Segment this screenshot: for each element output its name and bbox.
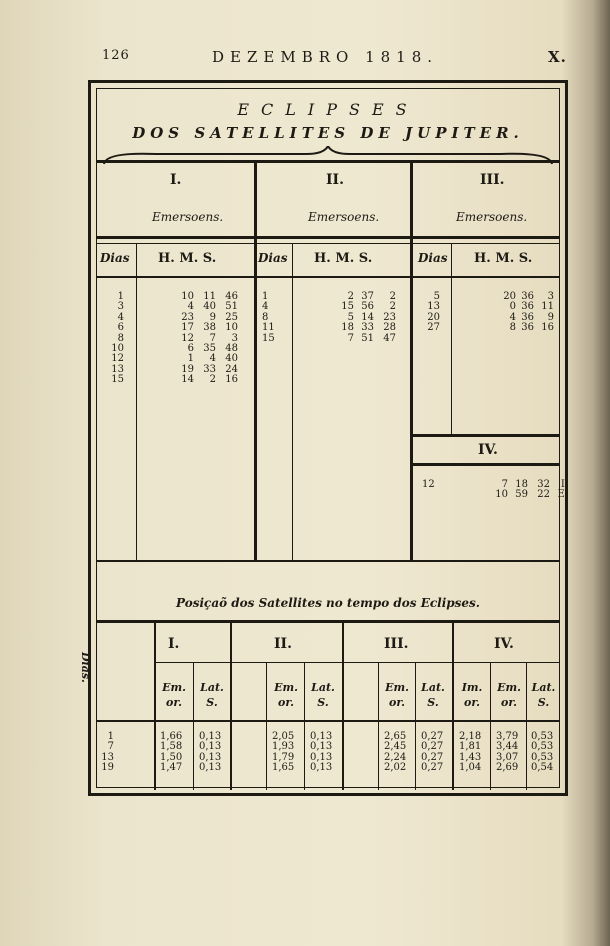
satellite-4-label: IV. <box>478 442 498 458</box>
s3-m: 36 <box>521 322 534 334</box>
s1-h: 10 <box>181 291 194 302</box>
pos-value: 0,13 <box>310 741 333 753</box>
s1-h: 17 <box>181 322 194 334</box>
pos-value: 1,58 <box>160 741 183 753</box>
pos-dias-col <box>98 732 114 774</box>
s1-s: 25 <box>225 311 238 323</box>
rule <box>378 663 379 790</box>
s2-m: 51 <box>361 332 374 344</box>
pos-col <box>531 732 553 774</box>
s1-dia: 8 <box>117 332 124 344</box>
s3-dia: 20 <box>427 311 440 323</box>
pos-value: 2,18 <box>459 731 482 742</box>
table-title: ECLIPSES <box>237 100 419 119</box>
pos-value: 2,05 <box>272 731 295 742</box>
s2-m: 56 <box>361 301 374 313</box>
s2-s: 2 <box>389 301 396 313</box>
s2-h: 18 <box>341 322 354 334</box>
s3-s: 3 <box>547 291 554 302</box>
pos-value: 2,24 <box>384 751 407 763</box>
satellite-2-phase: Emersoens. <box>308 210 380 224</box>
pos-value: 0,53 <box>531 741 554 753</box>
rule <box>254 160 257 560</box>
pos-col <box>459 732 481 774</box>
rule <box>490 663 491 790</box>
pos-value: 0,53 <box>531 731 554 742</box>
s2-s: 23 <box>383 311 396 323</box>
s4-type: I. <box>560 479 568 490</box>
pos-value: 0,13 <box>199 731 222 742</box>
satellite-3-table <box>420 292 554 334</box>
pos-value: 1,43 <box>459 751 482 763</box>
pos-col <box>384 732 406 774</box>
hms-header-1: H. M. S. <box>158 251 217 266</box>
s2-s: 47 <box>383 332 396 344</box>
satellite-4-table <box>422 480 568 501</box>
satellite-1-table <box>104 292 238 386</box>
pos-value: 3,07 <box>496 751 519 763</box>
pos-dia: 19 <box>101 762 114 774</box>
month-title: DEZEMBRO 1818. <box>212 48 439 66</box>
sheet-number: X. <box>548 48 567 66</box>
s3-s: 11 <box>541 301 554 313</box>
s2-h: 7 <box>347 332 354 344</box>
pos-group-3-label: III. <box>384 636 409 652</box>
rule <box>452 620 454 790</box>
s1-dia: 6 <box>117 322 124 334</box>
table-subtitle: DOS SATELLITES DE JUPITER. <box>132 124 524 142</box>
s2-h: 15 <box>341 301 354 313</box>
s2-s: 2 <box>389 291 396 302</box>
s2-dia: 11 <box>262 322 275 334</box>
satellite-2-label: II. <box>326 172 344 188</box>
dias-header-2: Dias <box>258 251 288 265</box>
pos-value: 0,27 <box>421 751 444 763</box>
s1-m: 4 <box>209 353 216 365</box>
s1-m: 11 <box>203 291 216 302</box>
s2-m: 33 <box>361 322 374 334</box>
s3-h: 4 <box>509 311 516 323</box>
s3-m: 36 <box>521 311 534 323</box>
s3-h: 20 <box>503 291 516 302</box>
pos-col <box>160 732 182 774</box>
pos-value: 0,27 <box>421 762 444 774</box>
s1-s: 48 <box>225 343 238 355</box>
pos-col-header: Lat. S. <box>200 681 224 709</box>
s1-s: 46 <box>225 291 238 302</box>
pos-col <box>310 732 332 774</box>
book-spine <box>592 0 610 946</box>
pos-dia: 1 <box>107 731 114 742</box>
dias-vertical-label: Dias. <box>79 652 92 683</box>
s1-dia: 15 <box>111 374 124 386</box>
pos-value: 1,81 <box>459 741 482 753</box>
pos-value: 0,13 <box>199 751 222 763</box>
s1-h: 6 <box>187 343 194 355</box>
pos-col <box>272 732 294 774</box>
s3-dia: 5 <box>433 291 440 302</box>
s1-s: 51 <box>225 301 238 313</box>
pos-col-header: Em. or. <box>274 681 298 709</box>
rule <box>413 434 560 437</box>
hms-header-2: H. M. S. <box>314 251 373 266</box>
pos-dia: 7 <box>107 741 114 753</box>
satellite-3-label: III. <box>480 172 505 188</box>
rule <box>193 663 194 790</box>
pos-value: 1,50 <box>160 751 183 763</box>
s1-dia: 10 <box>111 343 124 355</box>
s1-m: 2 <box>209 374 216 386</box>
rule <box>96 276 560 278</box>
s1-h: 12 <box>181 332 194 344</box>
pos-dia: 13 <box>101 751 114 763</box>
s1-h: 19 <box>181 363 194 375</box>
pos-value: 1,65 <box>272 762 295 774</box>
pos-value: 0,27 <box>421 731 444 742</box>
satellite-2-table <box>262 292 396 344</box>
s1-s: 10 <box>225 322 238 334</box>
rule <box>96 560 560 562</box>
s4-dia: 12 <box>422 479 435 490</box>
s1-m: 35 <box>203 343 216 355</box>
pos-value: 0,13 <box>199 762 222 774</box>
s1-s: 24 <box>225 363 238 375</box>
positions-title: Posiçaõ dos Satellites no tempo dos Eclipses. <box>176 596 480 610</box>
pos-value: 3,79 <box>496 731 519 742</box>
s2-m: 37 <box>361 291 374 302</box>
pos-col-header: Em. or. <box>162 681 186 709</box>
pos-value: 1,66 <box>160 731 183 742</box>
s2-h: 2 <box>347 291 354 302</box>
s1-dia: 12 <box>111 353 124 365</box>
rule <box>342 620 344 790</box>
pos-value: 3,44 <box>496 741 519 753</box>
s1-dia: 13 <box>111 363 124 375</box>
pos-value: 2,45 <box>384 741 407 753</box>
rule <box>410 160 413 560</box>
pos-col <box>496 732 518 774</box>
s2-dia: 1 <box>262 291 269 302</box>
pos-value: 0,13 <box>310 731 333 742</box>
s2-dia: 15 <box>262 332 275 344</box>
pos-value: 1,93 <box>272 741 295 753</box>
pos-value: 1,47 <box>160 762 183 774</box>
pos-col-header: Em. or. <box>497 681 521 709</box>
rule <box>96 236 560 239</box>
rule <box>154 662 560 663</box>
s1-dia: 3 <box>117 301 124 313</box>
pos-value: 1,79 <box>272 751 295 763</box>
s1-s: 40 <box>225 353 238 365</box>
pos-value: 2,69 <box>496 762 519 774</box>
pos-value: 1,04 <box>459 762 482 774</box>
s1-m: 38 <box>203 322 216 334</box>
s4-type: E. <box>557 489 568 501</box>
rule <box>413 463 560 466</box>
pos-group-2-label: II. <box>274 636 292 652</box>
s2-m: 14 <box>361 311 374 323</box>
s3-m: 36 <box>521 291 534 302</box>
rule <box>96 620 560 623</box>
pos-value: 0,13 <box>199 741 222 753</box>
s2-dia: 8 <box>262 311 269 323</box>
s1-h: 14 <box>181 374 194 386</box>
s1-h: 4 <box>187 301 194 313</box>
s1-m: 33 <box>203 363 216 375</box>
s1-dia: 1 <box>117 291 124 302</box>
s3-dia: 13 <box>427 301 440 313</box>
hms-header-3: H. M. S. <box>474 251 533 266</box>
pos-value: 0,53 <box>531 751 554 763</box>
rule <box>96 243 560 244</box>
s1-m: 9 <box>209 311 216 323</box>
s4-m: 59 <box>515 489 528 501</box>
pos-col-header: Em. or. <box>385 681 409 709</box>
pos-value: 0,27 <box>421 741 444 753</box>
s4-m: 18 <box>515 479 528 490</box>
brace-ornament <box>96 146 560 166</box>
dias-header-1: Dias <box>100 251 130 265</box>
s3-m: 36 <box>521 301 534 313</box>
s1-m: 7 <box>209 332 216 344</box>
s4-s: 22 <box>537 489 550 501</box>
s1-h: 1 <box>187 353 194 365</box>
pos-value: 0,54 <box>531 762 554 774</box>
pos-group-1-label: I. <box>168 636 180 652</box>
satellite-1-label: I. <box>170 172 182 188</box>
pos-col-header: Lat. S. <box>311 681 335 709</box>
s1-m: 40 <box>203 301 216 313</box>
pos-col-header: Im. or. <box>461 681 483 709</box>
s2-s: 28 <box>383 322 396 334</box>
s2-dia: 4 <box>262 301 269 313</box>
s1-s: 16 <box>225 374 238 386</box>
rule <box>266 663 267 790</box>
s3-h: 0 <box>509 301 516 313</box>
s3-dia: 27 <box>427 322 440 334</box>
rule <box>451 244 452 434</box>
s4-h: 7 <box>501 479 508 490</box>
pos-group-4-label: IV. <box>494 636 514 652</box>
pos-col-header: Lat. S. <box>421 681 445 709</box>
s2-h: 5 <box>347 311 354 323</box>
s3-s: 16 <box>541 322 554 334</box>
pos-value: 2,02 <box>384 762 407 774</box>
pos-col <box>199 732 221 774</box>
s1-dia: 4 <box>117 311 124 323</box>
s1-h: 23 <box>181 311 194 323</box>
s4-h: 10 <box>495 489 508 501</box>
page-number: 126 <box>102 48 130 63</box>
rule <box>230 620 232 790</box>
pos-col-header: Lat. S. <box>531 681 556 709</box>
s1-s: 3 <box>231 332 238 344</box>
rule <box>304 663 305 790</box>
dias-header-3: Dias <box>418 251 448 265</box>
rule <box>96 160 560 163</box>
s4-s: 32 <box>537 479 550 490</box>
pos-value: 0,13 <box>310 751 333 763</box>
pos-value: 0,13 <box>310 762 333 774</box>
satellite-1-phase: Emersoens. <box>152 210 224 224</box>
satellite-3-phase: Emersoens. <box>456 210 528 224</box>
s3-s: 9 <box>547 311 554 323</box>
pos-col <box>421 732 443 774</box>
pos-value: 2,65 <box>384 731 407 742</box>
s3-h: 8 <box>509 322 516 334</box>
